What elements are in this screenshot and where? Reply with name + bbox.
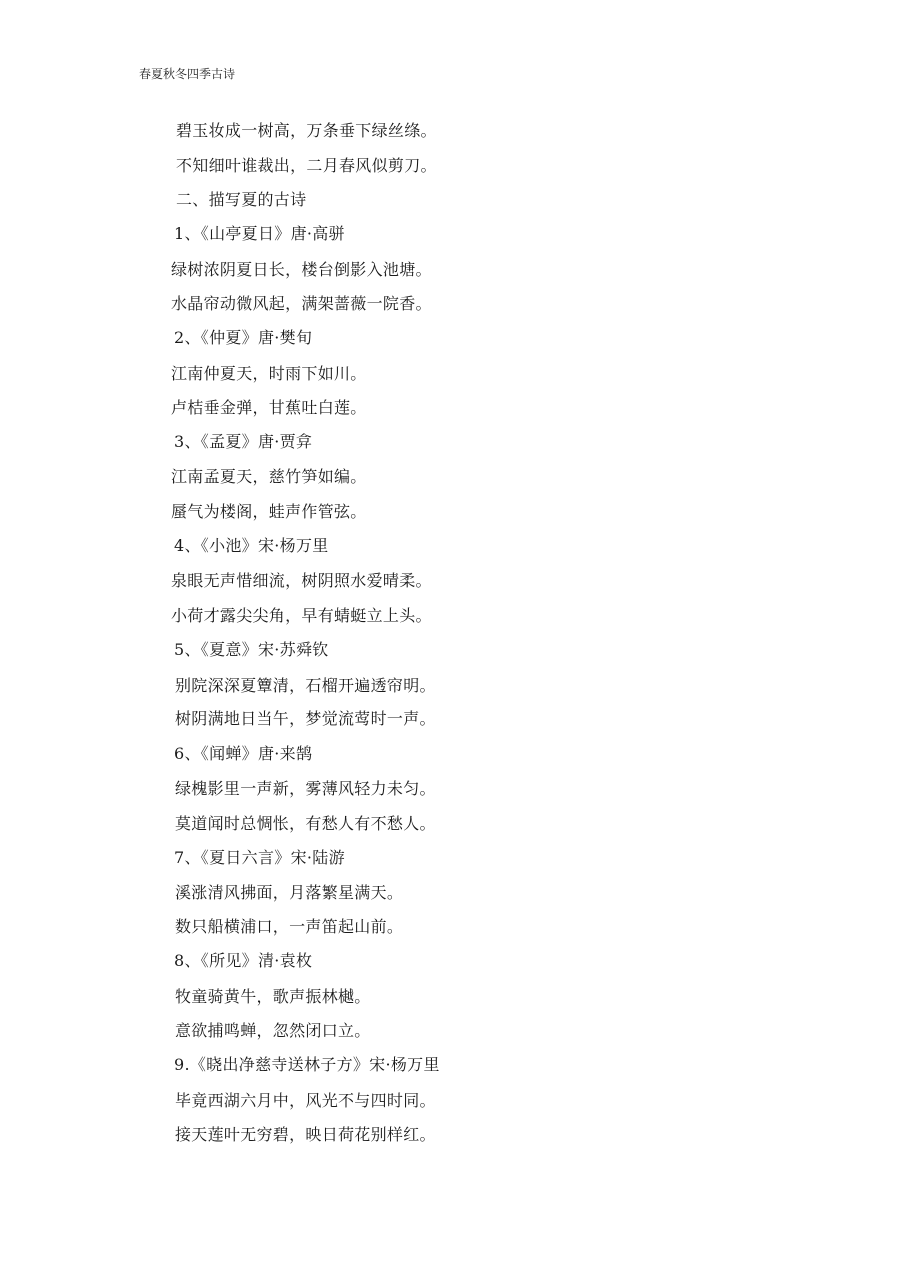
poem-line: 莫道闻时总惆怅，有愁人有不愁人。 — [175, 814, 436, 833]
poem-title: 4、《小池》宋·杨万里 — [174, 536, 329, 555]
poem-title: 7、《夏日六言》宋·陆游 — [174, 848, 345, 867]
poem-line: 碧玉妆成一树高，万条垂下绿丝绦。 — [176, 121, 437, 140]
poem-line: 卢桔垂金弹，甘蕉吐白莲。 — [171, 398, 367, 417]
section-heading: 二、描写夏的古诗 — [176, 190, 307, 209]
poem-line: 江南孟夏天，慈竹笋如编。 — [171, 467, 367, 486]
poem-line: 水晶帘动微风起，满架蔷薇一院香。 — [171, 294, 432, 313]
poem-line: 江南仲夏天，时雨下如川。 — [171, 364, 367, 383]
poem-line: 不知细叶谁裁出，二月春风似剪刀。 — [176, 156, 437, 175]
poem-line: 牧童骑黄牛，歌声振林樾。 — [175, 987, 371, 1006]
poem-line: 别院深深夏簟清，石榴开遍透帘明。 — [175, 676, 436, 695]
poem-title: 5、《夏意》宋·苏舜钦 — [174, 640, 329, 659]
poem-line: 毕竟西湖六月中，风光不与四时同。 — [175, 1091, 436, 1110]
poem-title: 9.《晓出净慈寺送林子方》宋·杨万里 — [174, 1055, 440, 1074]
poem-line: 小荷才露尖尖角，早有蜻蜓立上头。 — [171, 606, 432, 625]
poem-line: 溪涨清风拂面，月落繁星满天。 — [175, 883, 404, 902]
poem-title: 2、《仲夏》唐·樊旬 — [174, 328, 313, 347]
page-header: 春夏秋冬四季古诗 — [139, 67, 236, 81]
poem-title: 6、《闻蝉》唐·来鹄 — [174, 744, 313, 763]
poem-line: 意欲捕鸣蝉，忽然闭口立。 — [175, 1021, 371, 1040]
poem-line: 绿槐影里一声新，雾薄风轻力未匀。 — [175, 779, 436, 798]
poem-line: 泉眼无声惜细流，树阴照水爱晴柔。 — [171, 571, 432, 590]
poem-title: 1、《山亭夏日》唐·高骈 — [174, 224, 345, 243]
poem-line: 数只船横浦口，一声笛起山前。 — [175, 917, 404, 936]
poem-line: 绿树浓阴夏日长，楼台倒影入池塘。 — [171, 260, 432, 279]
poem-line: 接天莲叶无穷碧，映日荷花别样红。 — [175, 1125, 436, 1144]
poem-title: 3、《孟夏》唐·贾弇 — [174, 432, 313, 451]
poem-title: 8、《所见》清·袁枚 — [174, 951, 313, 970]
poem-line: 蜃气为楼阁，蛙声作管弦。 — [171, 502, 367, 521]
poem-line: 树阴满地日当午，梦觉流莺时一声。 — [175, 709, 436, 728]
